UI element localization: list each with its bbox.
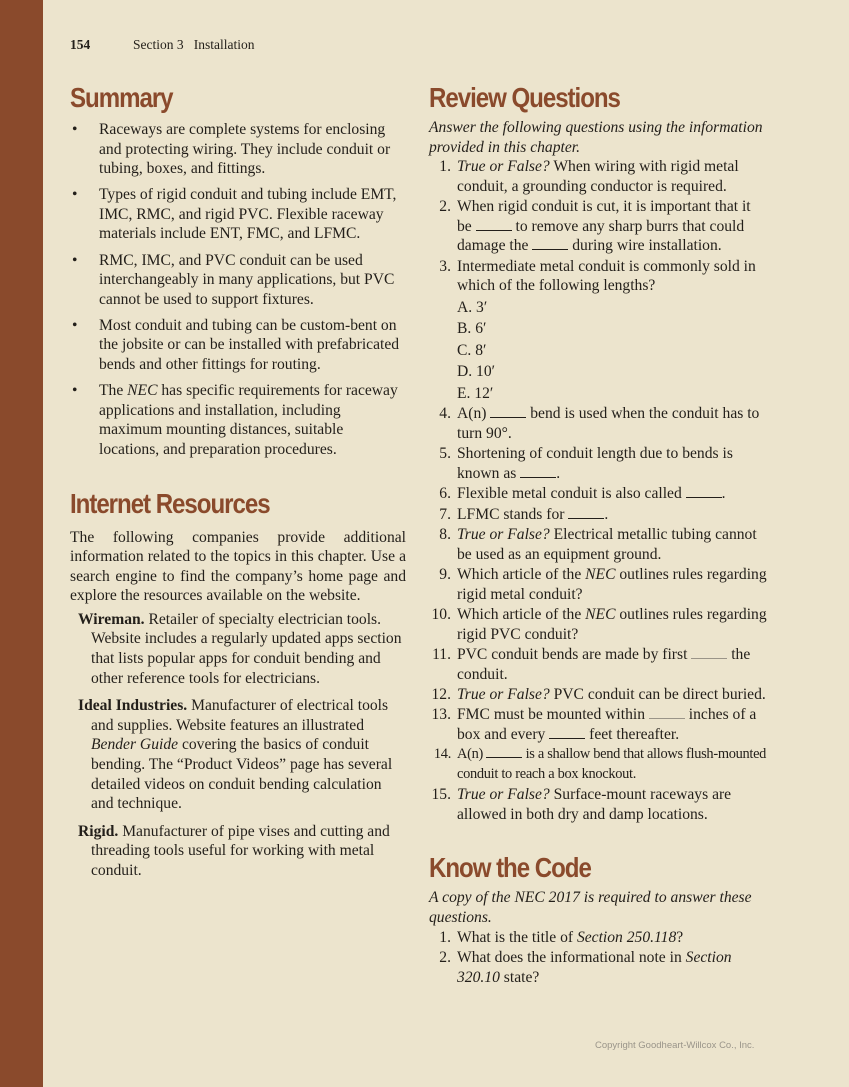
nec-emphasis: NEC — [585, 605, 616, 623]
true-false-label: True or False? — [457, 786, 550, 804]
question-text: When rigid conduit is cut, it is important that it be — [457, 198, 751, 235]
question-text: outlines rules regarding rigid PVC conduit? — [457, 605, 767, 643]
nec-emphasis: NEC — [127, 382, 158, 400]
question-text: PVC conduit bends are made by first — [457, 645, 692, 663]
option-a: A. 3′ — [457, 298, 488, 316]
question-text: A(n) — [457, 405, 491, 423]
summary-bullet — [70, 381, 406, 459]
option-c: C. 8′ — [457, 341, 487, 359]
bender-guide-title: Bender Guide — [91, 736, 179, 754]
question-number: 2. — [439, 949, 451, 967]
know-the-code-intro: A copy of the NEC 2017 is required to answer these questions. — [429, 889, 752, 927]
true-false-label: True or False? — [457, 525, 550, 543]
question-text: feet thereafter. — [585, 725, 680, 743]
question-number: 4. — [439, 405, 451, 423]
answer-blank — [520, 465, 556, 478]
question-text: . — [721, 485, 726, 503]
question-text: outlines rules regarding rigid metal conduit? — [457, 565, 767, 603]
resource-wireman — [74, 610, 406, 688]
question-number: 6. — [439, 485, 451, 503]
nec-emphasis: NEC — [585, 565, 616, 583]
section-title: Installation — [193, 37, 255, 52]
question-text: to remove any sharp burrs that could damage the — [457, 217, 745, 255]
summary-bullet: • Types of rigid conduit and tubing include EMT, IMC, RMC, and rigid PVC. Flexible raceway materials include ENT, FMC, and LFMC. — [70, 185, 406, 244]
question-number: 15. — [431, 786, 451, 804]
review-question-list — [429, 157, 767, 296]
question-number: 13. — [431, 706, 451, 724]
answer-blank — [549, 726, 585, 739]
option-e: E. 12′ — [457, 384, 494, 402]
question-text: PVC conduit can be direct buried. — [549, 685, 766, 703]
question-text: state? — [499, 968, 540, 986]
question-number: 1. — [439, 158, 451, 176]
question-3 — [429, 257, 767, 296]
question-number: 3. — [439, 257, 451, 275]
question-10 — [429, 605, 767, 644]
question-text: Surface-mount raceways are allowed in both dry and damp locations. — [457, 786, 732, 823]
resource-rigid — [74, 822, 406, 881]
answer-blank — [532, 237, 568, 250]
question-8 — [429, 525, 767, 564]
copyright-notice: Copyright Goodheart-Willcox Co., Inc. — [595, 1040, 755, 1051]
true-false-label: True or False? — [457, 158, 550, 176]
left-column — [70, 80, 406, 889]
right-column — [429, 80, 767, 988]
question-text: Shortening of conduit length due to bends is known as — [457, 445, 733, 482]
question-11 — [429, 645, 767, 684]
question-text: What is the title of — [457, 928, 577, 946]
resource-name: Wireman. — [78, 610, 145, 628]
question-7 — [429, 505, 767, 525]
question-text: Flexible metal conduit is also called — [457, 485, 686, 503]
question-5 — [429, 444, 767, 483]
code-question-1 — [429, 928, 767, 948]
true-false-label: True or False? — [457, 685, 550, 703]
question-text: . — [604, 505, 609, 523]
question-text: Which article of the — [457, 605, 586, 623]
question-number: 7. — [439, 505, 451, 523]
question-text: Intermediate metal conduit is commonly sold in which of the following lengths? — [457, 257, 756, 295]
know-the-code-heading: Know the Code — [429, 852, 591, 884]
question-9 — [429, 565, 767, 604]
text: has specific requirements for raceway applications and installation, including maximum mounting distances, suitable locations, and preparation procedures. — [99, 382, 398, 458]
summary-bullet: • RMC, IMC, and PVC conduit can be used interchangeably in many applications, but PVC cannot be used to support fixtures. — [70, 251, 406, 310]
answer-blank — [490, 405, 526, 418]
answer-blank — [649, 706, 685, 719]
question-2 — [429, 197, 767, 256]
question-4 — [429, 404, 767, 443]
review-question-list-cont — [429, 404, 767, 824]
question-3-options — [429, 297, 767, 405]
question-15 — [429, 785, 767, 824]
answer-blank — [568, 506, 604, 519]
question-number: 8. — [439, 525, 451, 543]
answer-blank — [476, 218, 512, 231]
resource-name: Ideal Industries. — [78, 697, 188, 715]
question-number: 1. — [439, 928, 451, 946]
question-text: A(n) — [457, 746, 487, 763]
review-questions-heading: Review Questions — [429, 82, 620, 113]
question-text: What does the informational note in — [457, 949, 686, 967]
section-reference: Section 320.10 — [457, 949, 732, 986]
question-14 — [429, 745, 767, 784]
question-text: LFMC stands for — [457, 505, 569, 523]
text: The — [99, 382, 128, 400]
page-edge-stripe — [0, 0, 43, 1087]
question-number: 14. — [433, 746, 451, 763]
question-text: FMC must be mounted within — [457, 706, 649, 724]
resource-description: covering the basics of conduit bending. The “Product Videos” page has several detailed videos on conduit bending calculation and technique. — [91, 736, 393, 813]
resource-description: Manufacturer of pipe vises and cutting and threading tools useful for working with metal conduit. — [91, 822, 390, 879]
question-12 — [429, 685, 767, 705]
summary-heading: Summary — [70, 82, 173, 113]
question-number: 11. — [432, 645, 451, 663]
resource-description: Retailer of specialty electrician tools. Website includes a regularly updated apps section that lists popular apps for conduit bending and other reference tools for electricians. — [91, 610, 402, 687]
question-number: 12. — [431, 685, 451, 703]
running-head — [70, 37, 255, 53]
code-question-2 — [429, 948, 767, 987]
question-13 — [429, 705, 767, 744]
section-reference: Section 250.118 — [576, 928, 677, 946]
question-number: 9. — [439, 565, 451, 583]
answer-blank — [686, 485, 722, 498]
question-text: is a shallow bend that allows flush-mounted conduit to reach a box knockout. — [457, 746, 767, 782]
question-6 — [429, 484, 767, 504]
summary-bullet: • Raceways are complete systems for enclosing and protecting wiring. They include conduit or tubing, boxes, and fittings. — [70, 120, 406, 179]
answer-blank — [486, 745, 522, 758]
answer-blank — [691, 646, 727, 659]
question-number: 10. — [431, 605, 451, 623]
option-d: D. 10′ — [457, 363, 496, 381]
question-text: Which article of the — [457, 565, 586, 583]
summary-bullet: • Most conduit and tubing can be custom-bent on the jobsite or can be installed with prefabricated bends and other fittings for routing. — [70, 316, 406, 375]
resource-ideal-industries — [74, 696, 406, 814]
question-text: bend is used when the conduit has to turn 90°. — [457, 405, 760, 442]
question-text: during wire installation. — [568, 237, 722, 255]
question-text: inches of a box and every — [457, 706, 757, 743]
question-text: When wiring with rigid metal conduit, a grounding conductor is required. — [457, 158, 739, 195]
question-text: . — [556, 464, 561, 482]
question-1 — [429, 157, 767, 196]
question-number: 2. — [439, 198, 451, 216]
summary-list — [70, 120, 406, 460]
question-text: ? — [676, 928, 684, 946]
internet-resources-intro: The following companies provide additional information related to the topics in this chapter. Use a search engine to find the company’s home page and explore the resources available on the website. — [70, 528, 406, 605]
review-intro: Answer the following questions using the information provided in this chapter. — [429, 119, 763, 156]
know-the-code-list — [429, 928, 767, 988]
section-label: Section 3 — [133, 37, 184, 52]
question-text: the conduit. — [457, 645, 751, 683]
question-text: Electrical metallic tubing cannot be used as an equipment ground. — [457, 525, 757, 563]
page-number: 154 — [70, 37, 91, 52]
question-number: 5. — [439, 445, 451, 463]
resource-description: Manufacturer of electrical tools and supplies. Website features an illustrated — [91, 697, 389, 734]
resource-name: Rigid. — [78, 822, 119, 840]
internet-resources-heading: Internet Resources — [70, 487, 270, 519]
option-b: B. 6′ — [457, 320, 487, 338]
